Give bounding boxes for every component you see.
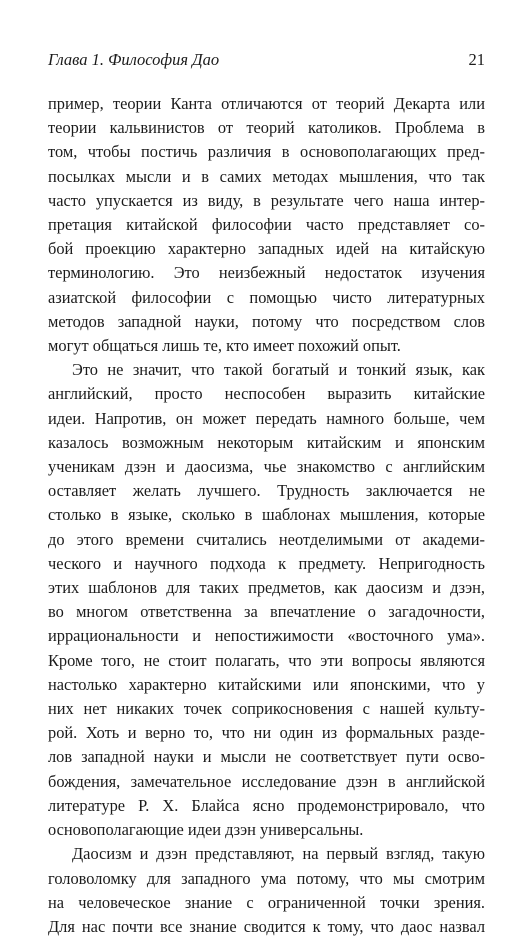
text-line: азиатской философии с помощью чисто литературных [48,287,485,307]
text-line: Даосизм и дзэн представляют, на первый взгляд, такую [72,844,485,864]
text-line: могут общаться лишь те, кто имеет похожий опыт. [48,336,401,356]
text-line: бождения, замечательное исследование дзэн в английской [48,771,485,791]
body-text [48,92,485,939]
text-line: казалось возможным некоторым китайским и японским [48,432,485,452]
text-line: ученикам дзэн и даосизма, чье знакомство с английским [48,457,485,477]
text-line: идеи. Напротив, он может передать намного больше, чем [48,408,485,428]
text-line: оставляет желать лучшего. Трудность заключается не [48,481,485,501]
text-line: Для нас почти все знание сводится к тому, что даос назвал [48,916,485,936]
text-line: головоломку для западного ума потому, что мы смотрим [48,868,485,888]
paragraph [48,92,485,358]
text-line: пример, теории Канта отличаются от теорий Декарта или [48,94,485,113]
text-line: английский, просто неспособен выразить китайские [48,384,485,404]
text-line: лов западной науки и мысли не соответствует пути осво- [48,747,485,767]
chapter-title: Глава 1. Философия Дао [48,50,220,69]
text-line: основополагающие идеи дзэн универсальны. [48,820,364,840]
text-line: том, чтобы постичь различия в основополагающих пред- [48,142,485,162]
text-line: настолько характерно китайскими или японскими, что у [48,674,485,694]
paragraph [48,842,485,939]
text-line: столько в языке, сколько в шаблонах мышления, которые [48,505,485,525]
text-line: методов западной науки, потому что посредством слов [48,311,485,331]
text-line: во многом ответственна за впечатление о загадочности, [48,602,485,622]
text-line: них нет никаких точек соприкосновения с нашей культу- [48,699,485,719]
text-line: этих шаблонов для таких предметов, как даосизм и дзэн, [48,578,485,598]
text-line: Это не значит, что такой богатый и тонкий язык, как [72,360,485,380]
page-number: 21 [468,50,485,69]
text-line: до этого времени считались неотделимыми от академи- [48,529,485,549]
text-line: Кроме того, не стоит полагать, что эти вопросы являются [48,650,485,670]
paragraph [48,358,485,842]
running-header [48,50,485,70]
text-line: бой проекцию характерно западных идей на китайскую [48,239,485,259]
text-line: претация китайской философии часто представляет со- [48,215,485,235]
text-line: литературе Р. Х. Блайса ясно продемонстрировало, что [48,795,485,815]
text-line: посылках мысли и в самих методах мышления, что так [48,166,485,186]
book-page [48,50,485,939]
text-line: часто упускается из виду, в результате чего наша интер- [48,190,485,210]
text-line: на человеческое знание с ограниченной точки зрения. [48,892,485,912]
text-line: рой. Хоть и верно то, что ни один из формальных разде- [48,723,485,743]
text-line: терминологию. Это неизбежный недостаток изучения [48,263,485,283]
text-line: теории кальвинистов от теорий католиков. Проблема в [48,118,485,138]
text-line: иррациональности и непостижимости «восточного ума». [48,626,485,646]
text-line: ческого и научного подхода к предмету. Непригодность [48,553,485,573]
